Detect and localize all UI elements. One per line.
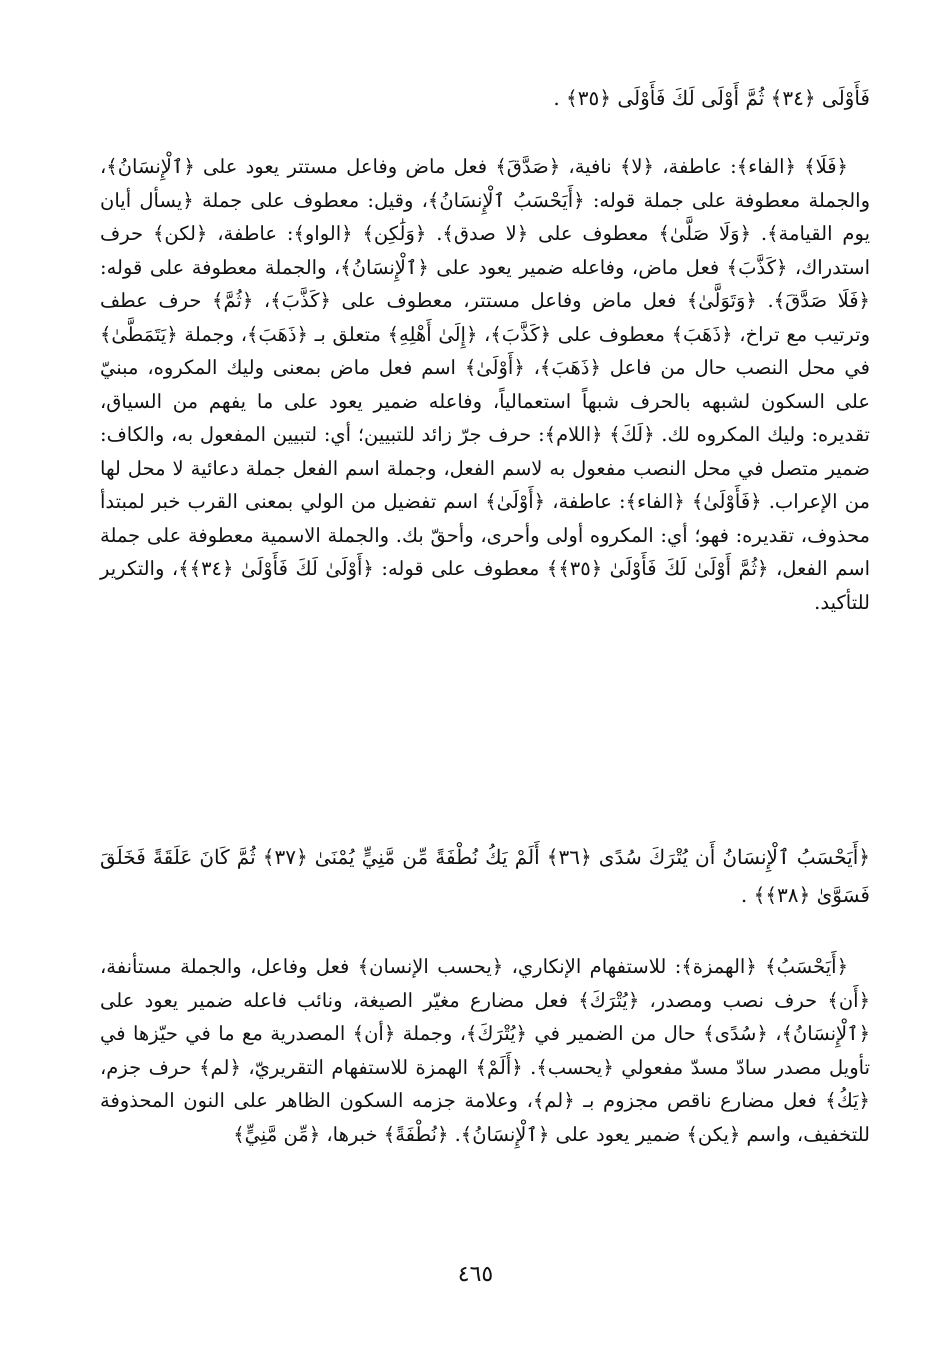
- commentary-paragraph-2: ﴿أَيَحْسَبُ﴾ ﴿الهمزة﴾: للاستفهام الإنكاري، ﴿يحسب الإنسان﴾ فعل وفاعل، والجملة مستأنفة، ﴿أَن﴾ حرف نصب ومصدر، ﴿يُتْرَكَ﴾ فعل مضارع مغيّر الصيغة، ونائب فاعله ضمير يعود على ﴿ٱلْإِنسَانُ﴾، ﴿سُدًى﴾ حال من الضمير في ﴿يُتْرَكَ﴾، وجملة ﴿أن﴾ المصدرية مع ما في حيّزها في تأويل مصدر سادّ مسدّ مفعولي ﴿يحسب﴾. ﴿أَلَمْ﴾ الهمزة للاستفهام التقريريّ، ﴿لم﴾ حرف جزم، ﴿يَكُ﴾ فعل مضارع ناقص مجزوم بـ ﴿لم﴾، وعلامة جزمه السكون الظاهر على النون المحذوفة للتخفيف، واسم ﴿يكن﴾ ضمير يعود على ﴿ٱلْإِنسَانُ﴾. ﴿نُطْفَةً﴾ خبرها، ﴿مِّن مَّنِيٍّ﴾: [100, 955, 870, 1146]
- commentary-paragraph-1: ﴿فَلَا﴾ ﴿الفاء﴾: عاطفة، ﴿لا﴾ نافية، ﴿صَدَّقَ﴾ فعل ماض وفاعل مستتر يعود على ﴿ٱلْإِنسَانُ﴾، والجملة معطوفة على جملة قوله: ﴿أَيَحْسَبُ ٱلْإِنسَانُ﴾، وقيل: معطوف على جملة ﴿يسأل أيان يوم القيامة﴾. ﴿وَلَا صَلَّىٰ﴾ معطوف على ﴿لا صدق﴾. ﴿وَلَٰكِن﴾ ﴿الواو﴾: عاطفة، ﴿لكن﴾ حرف استدراك، ﴿كَذَّبَ﴾ فعل ماض، وفاعله ضمير يعود على ﴿ٱلْإِنسَانُ﴾، والجملة معطوفة على قوله: ﴿فَلَا صَدَّقَ﴾. ﴿وَتَوَلَّىٰ﴾ فعل ماض وفاعل مستتر، معطوف على ﴿كَذَّبَ﴾، ﴿ثُمَّ﴾ حرف عطف وترتيب مع تراخ، ﴿ذَهَبَ﴾ معطوف على ﴿كَذَّبَ﴾، ﴿إِلَىٰ أَهْلِهِ﴾ متعلق بـ ﴿ذَهَبَ﴾، وجملة ﴿يَتَمَطَّىٰ﴾ في محل النصب حال من فاعل ﴿ذَهَبَ﴾، ﴿أَوْلَىٰ﴾ اسم فعل ماض بمعنى وليك المكروه، مبنيّ على السكون لشبهه بالحرف شبهاً استعمالياً، وفاعله ضمير يعود على ما يفهم من السياق، تقديره: وليك المكروه لك. ﴿لَكَ﴾ ﴿اللام﴾: حرف جرّ زائد للتبيين؛ أي: لتبيين المفعول به، والكاف: ضمير متصل في محل النصب مفعول به لاسم الفعل، وجملة اسم الفعل جملة دعائية لا محل لها من الإعراب. ﴿فَأَوْلَىٰ﴾ ﴿الفاء﴾: عاطفة، ﴿أَوْلَىٰ﴾ اسم تفضيل من الولي بمعنى القرب خبر لمبتدأ محذوف، تقديره: فهو؛ أي: المكروه أولى وأحرى، وأحقّ بك. والجملة الاسمية معطوفة على جملة اسم الفعل، ﴿ثُمَّ أَوْلَىٰ لَكَ فَأَوْلَىٰ ﴿٣٥﴾﴾ معطوف على قوله: ﴿أَوْلَىٰ لَكَ فَأَوْلَىٰ ﴿٣٤﴾﴾، والتكرير للتأكيد.: [100, 155, 870, 614]
- page-number: ٤٦٥: [457, 1262, 494, 1287]
- verse-passage: ﴿أَيَحْسَبُ ٱلْإِنسَانُ أَن يُتْرَكَ سُدًى ﴿٣٦﴾ أَلَمْ يَكُ نُطْفَةً مِّن مَّنِيٍّ يُمْنَىٰ ﴿٣٧﴾ ثُمَّ كَانَ عَلَقَةً فَخَلَقَ فَسَوَّىٰ ﴿٣٨﴾﴾ .: [100, 845, 871, 907]
- verse-top: فَأَوْلَى ﴿٣٤﴾ ثُمَّ أَوْلَى لَكَ فَأَوْلَى ﴿٣٥﴾ .: [553, 86, 870, 110]
